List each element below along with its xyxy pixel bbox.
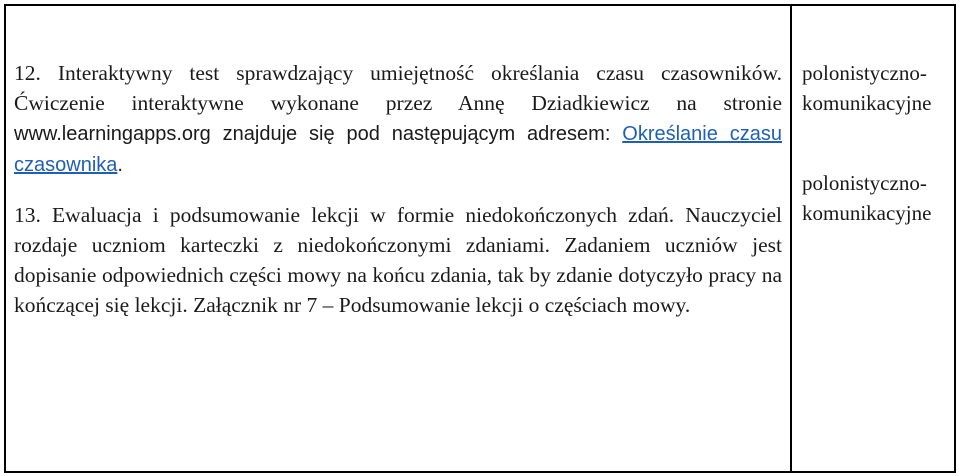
activity-12-link[interactable]: Określanie czasu czasownika xyxy=(14,123,782,176)
activity-12-url-text: www.learningapps.org znajduje się pod następującym adresem: xyxy=(14,123,623,145)
activity-description-cell xyxy=(6,6,792,471)
category-line-2: komunikacyjne xyxy=(802,91,932,115)
activity-12-period: . xyxy=(117,154,123,176)
category-line-1: polonistyczno- xyxy=(802,61,927,85)
activity-13-category xyxy=(802,168,954,228)
activity-12-number: 12. xyxy=(14,61,41,85)
category-line-2: komunikacyjne xyxy=(802,201,932,225)
activity-12-category xyxy=(802,58,954,118)
activity-12-text: Interaktywny test sprawdzający umiejętność określania czasu czasowników. Ćwiczenie interaktywne wykonane przez Annę Dziadkiewicz na stronie xyxy=(14,61,782,115)
activity-12-paragraph xyxy=(14,58,782,180)
activity-13-text: Ewaluacja i podsumowanie lekcji w formie niedokończonych zdań. Nauczyciel rozdaje uczniom karteczki z niedokończonymi zdaniami. Zadaniem uczniów jest dopisanie odpowiednich części mowy na końcu zdania, tak by zdanie dotyczyło pracy na kończącej się lekcji. Załącznik nr 7 – Podsumowanie lekcji o częściach mowy. xyxy=(14,203,782,317)
education-category-cell xyxy=(792,6,954,471)
activity-13-number: 13. xyxy=(14,203,41,227)
activity-13-paragraph xyxy=(14,200,782,320)
category-line-1: polonistyczno- xyxy=(802,171,927,195)
lesson-plan-table xyxy=(4,4,956,473)
